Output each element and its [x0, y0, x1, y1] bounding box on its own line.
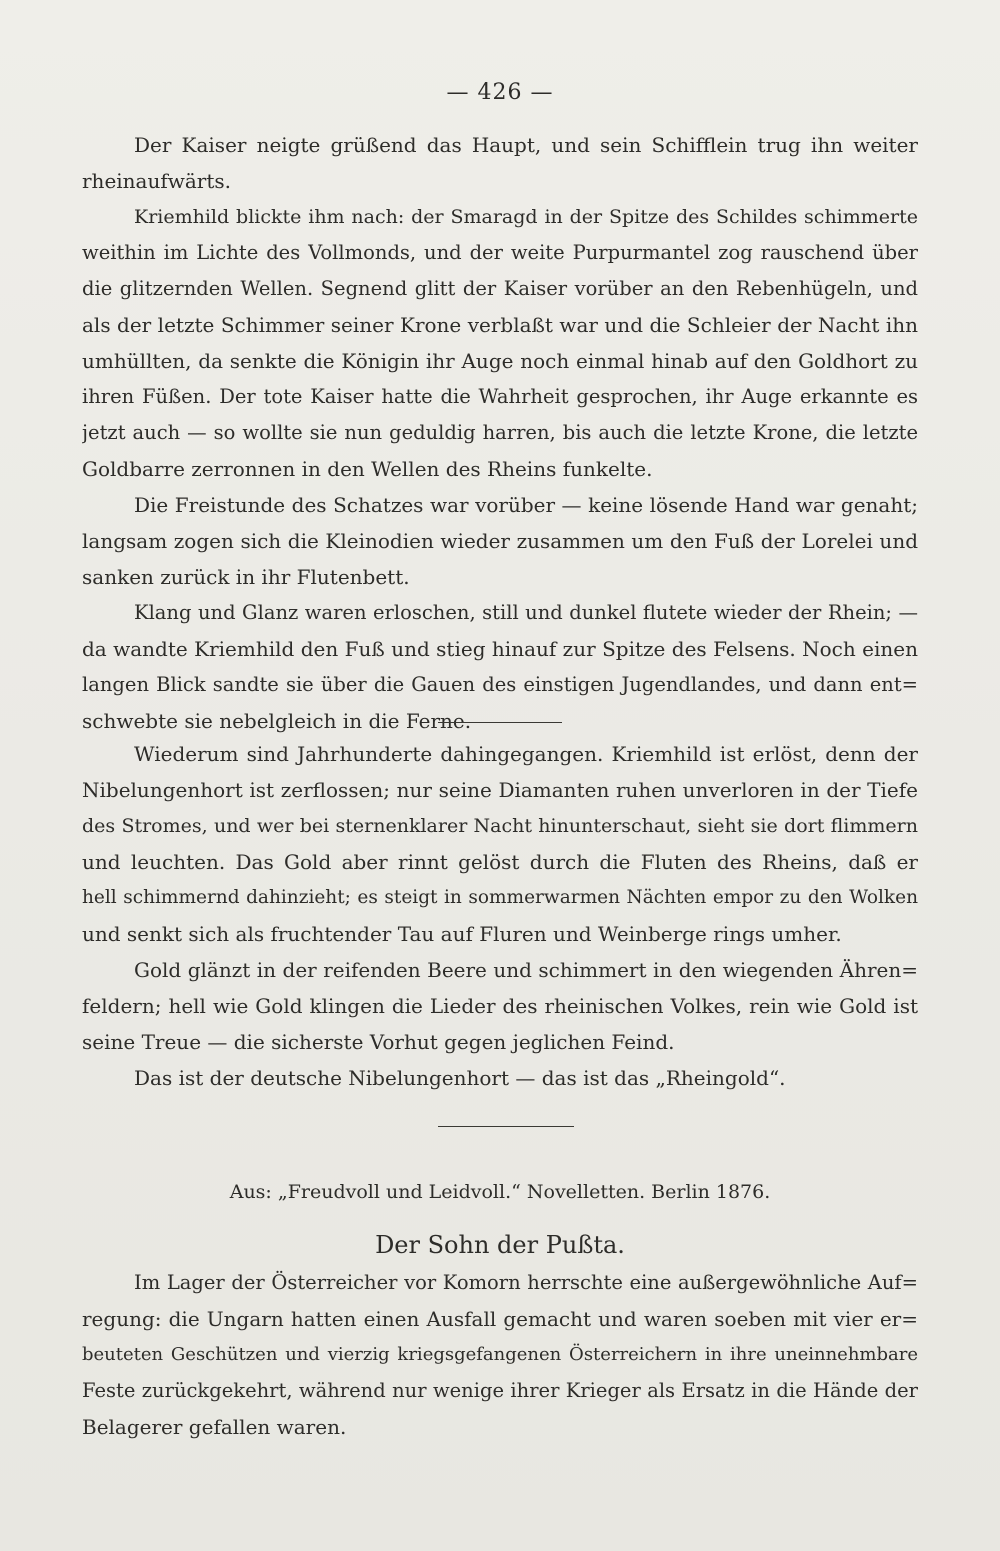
- page-number: — 426 —: [446, 80, 554, 105]
- text-line: Klang und Glanz waren erloschen, still und dunkel flutete wieder der Rhein; —: [134, 601, 918, 624]
- text-line: jetzt auch — so wollte sie nun geduldig harren, bis auch die letzte Krone, die letzte: [82, 421, 918, 444]
- text-line: langsam zogen sich die Kleinodien wieder zusammen um den Fuß der Lorelei und: [82, 529, 918, 553]
- text-line: Nibelungenhort ist zerflossen; nur seine Diamanten ruhen unverloren in der Tiefe: [82, 778, 918, 802]
- text-line: und leuchten. Das Gold aber rinnt gelöst durch die Fluten des Rheins, daß er: [82, 850, 918, 874]
- text-line: weithin im Lichte des Vollmonds, und der weite Purpurmantel zog rauschend über: [82, 241, 918, 264]
- text-line: langen Blick sandte sie über die Gauen des einstigen Jugendlandes, und dann ent=: [82, 673, 918, 696]
- text-line: da wandte Kriemhild den Fuß und stieg hinauf zur Spitze des Felsens. Noch einen: [82, 637, 918, 661]
- text-line: Wiederum sind Jahrhunderte dahingegangen. Kriemhild ist erlöst, denn der: [134, 742, 918, 766]
- section-divider: [438, 1126, 574, 1127]
- text-line: sanken zurück in ihr Flutenbett.: [82, 565, 410, 589]
- text-line: Kriemhild blickte ihm nach: der Smaragd in der Spitze des Schildes schimmerte: [134, 206, 918, 228]
- text-line: die glitzernden Wellen. Segnend glitt der Kaiser vorüber an den Rebenhügeln, und: [82, 277, 918, 300]
- section-3: [82, 1265, 918, 1445]
- text-line: Im Lager der Österreicher vor Komorn herrschte eine außergewöhnliche Auf=: [134, 1271, 918, 1294]
- section-2: [82, 736, 918, 1096]
- text-line: des Stromes, und wer bei sternenklarer Nacht hinunterschaut, sieht sie dort flimmern: [82, 815, 918, 837]
- text-line: Goldbarre zerronnen in den Wellen des Rheins funkelte.: [82, 457, 653, 481]
- text-line: Das ist der deutsche Nibelungenhort — das ist das „Rheingold“.: [134, 1066, 786, 1090]
- text-line: Der Kaiser neigte grüßend das Haupt, und sein Schifflein trug ihn weiter: [134, 133, 918, 157]
- text-line: feldern; hell wie Gold klingen die Lieder des rheinischen Volkes, rein wie Gold ist: [82, 994, 918, 1018]
- source-note: Aus: „Freudvoll und Leidvoll.“ Novelletten. Berlin 1876.: [229, 1181, 771, 1203]
- text-line: umhüllten, da senkte die Königin ihr Auge noch einmal hinab auf den Goldhort zu: [82, 349, 918, 373]
- text-line: regung: die Ungarn hatten einen Ausfall gemacht und waren soeben mit vier er=: [82, 1307, 918, 1331]
- text-line: seine Treue — die sicherste Vorhut gegen jeglichen Feind.: [82, 1030, 675, 1054]
- text-line: rheinaufwärts.: [82, 169, 232, 193]
- chapter-title: Der Sohn der Pußta.: [375, 1231, 625, 1259]
- text-line: ihren Füßen. Der tote Kaiser hatte die Wahrheit gesprochen, ihr Auge erkannte es: [82, 385, 918, 408]
- text-line: Die Freistunde des Schatzes war vorüber — keine lösende Hand war genaht;: [134, 493, 918, 517]
- section-divider: [438, 722, 562, 723]
- text-line: Belagerer gefallen waren.: [82, 1415, 347, 1439]
- text-line: als der letzte Schimmer seiner Krone verblaßt war und die Schleier der Nacht ihn: [82, 313, 918, 337]
- text-line: Gold glänzt in der reifenden Beere und schimmert in den wiegenden Ähren=: [134, 958, 918, 982]
- text-line: und senkt sich als fruchtender Tau auf Fluren und Weinberge rings umher.: [82, 922, 842, 946]
- text-line: schwebte sie nebelgleich in die Ferne.: [82, 709, 472, 733]
- section-1: [82, 127, 918, 739]
- text-line: beuteten Geschützen und vierzig kriegsgefangenen Österreichern in ihre uneinnehmbare: [82, 1344, 918, 1365]
- text-line: hell schimmernd dahinzieht; es steigt in sommerwarmen Nächten empor zu den Wolken: [82, 887, 918, 908]
- text-line: Feste zurückgekehrt, während nur wenige ihrer Krieger als Ersatz in die Hände der: [82, 1379, 918, 1402]
